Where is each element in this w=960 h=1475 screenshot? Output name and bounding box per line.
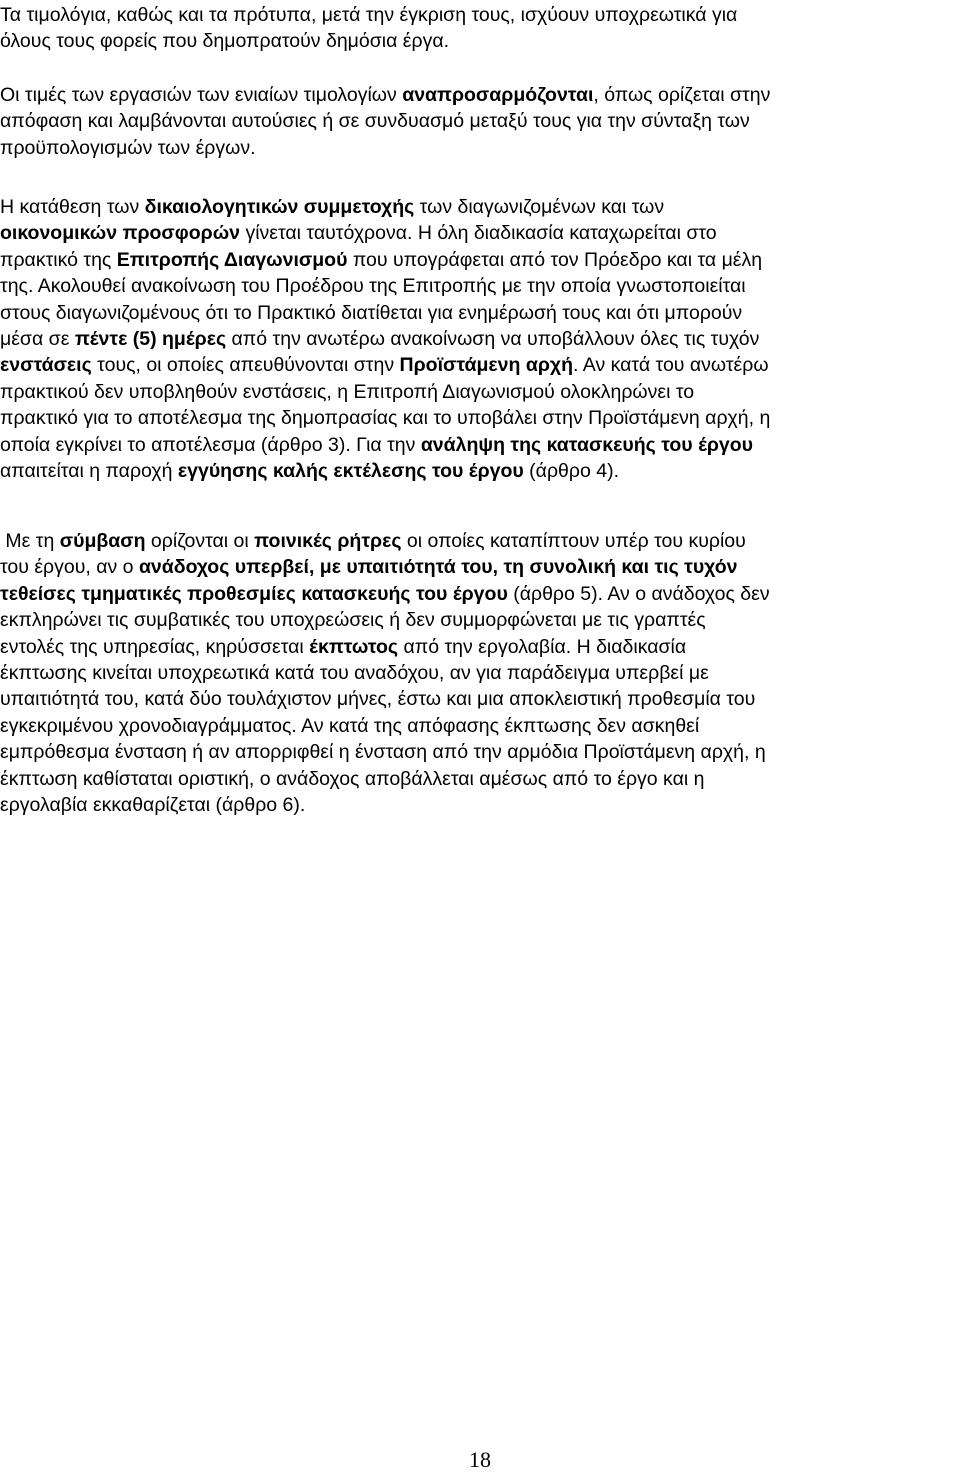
text-line	[0, 273, 960, 299]
text-run: απαιτείται η παροχή	[0, 459, 178, 482]
text-line	[0, 405, 960, 431]
bold-text-run: ανάληψη της κατασκευής του έργου	[420, 433, 754, 456]
text-run: Τα τιμολόγια, καθώς και τα πρότυπα, μετά την έγκριση τους, ισχύουν υποχρεωτικά για	[0, 4, 738, 26]
text-line	[0, 352, 960, 378]
text-line	[0, 607, 960, 633]
paragraph-4	[0, 528, 960, 818]
text-run: εργολαβία εκκαθαρίζεται (άρθρο 6).	[0, 793, 306, 816]
bold-text-run: ενστάσεις	[0, 354, 92, 377]
text-line	[0, 766, 960, 792]
text-line	[0, 247, 960, 273]
text-run: Η κατάθεση των	[0, 196, 145, 218]
text-run: του έργου, αν ο	[0, 556, 139, 579]
text-run: των διαγωνιζομένων και των	[414, 196, 665, 218]
text-line	[0, 220, 960, 246]
text-line	[0, 458, 960, 484]
paragraph-3	[0, 194, 960, 484]
bold-text-run: δικαιολογητικών συμμετοχής	[144, 196, 415, 218]
text-run: πρακτικού δεν υποβληθούν ενστάσεις, η Επιτροπή Διαγωνισμού ολοκληρώνει το	[0, 380, 695, 403]
text-run: εγκεκριμένου χρονοδιαγράμματος. Αν κατά της απόφασης έκπτωσης δεν ασκηθεί	[0, 714, 700, 737]
bold-text-run: πέντε (5) ημέρες	[74, 327, 227, 350]
bold-text-run: ποινικές ρήτρες	[254, 530, 402, 552]
text-line	[0, 713, 960, 739]
text-line	[0, 326, 960, 352]
bold-text-run: Προϊστάμενη αρχή	[399, 354, 574, 377]
bold-text-run: έκπτωτος	[309, 635, 399, 658]
bold-text-run: σύμβαση	[59, 530, 146, 552]
bold-text-run: οικονομικών προσφορών	[0, 222, 241, 245]
text-line	[0, 300, 960, 326]
text-run: της. Ακολουθεί ανακοίνωση του Προέδρου της Επιτροπής με την οποία γνωστοποιείται	[0, 275, 746, 298]
text-line	[0, 432, 960, 458]
text-run: οι οποίες καταπίπτουν υπέρ του κυρίου	[401, 530, 746, 552]
text-run: πρακτικό της	[0, 248, 117, 271]
text-run: Οι τιμές των εργασιών των ενιαίων τιμολογίων	[0, 84, 403, 106]
text-run: στους διαγωνιζομένους ότι το Πρακτικό διατίθεται για ενημέρωσή τους και ότι μπορούν	[0, 301, 743, 324]
text-run: . Αν κατά του ανωτέρω	[573, 354, 769, 377]
text-run: υπαιτιότητά του, κατά δύο τουλάχιστον μήνες, έστω και μια αποκλειστική προθεσμία του	[0, 688, 756, 711]
text-run: από την εργολαβία. Η διαδικασία	[398, 635, 687, 658]
text-run: (άρθρο 5). Αν ο ανάδοχος δεν	[507, 582, 770, 605]
text-line	[0, 135, 960, 161]
text-run: εντολές της υπηρεσίας, κηρύσσεται	[0, 635, 310, 658]
paragraph-1	[0, 2, 960, 55]
text-line	[0, 634, 960, 660]
bold-text-run: ανάδοχος υπερβεί, με υπαιτιότητά του, τη συνολική και τις τυχόν	[138, 556, 738, 579]
page-number: 18	[469, 1447, 491, 1472]
text-line	[0, 554, 960, 580]
text-line	[0, 581, 960, 607]
text-run: εκπληρώνει τις συμβατικές του υποχρεώσεις ή δεν συμμορφώνεται με τις γραπτές	[0, 609, 706, 632]
text-run: έκπτωσης κινείται υποχρεωτικά κατά του αναδόχου, αν για παράδειγμα υπερβεί με	[0, 661, 709, 684]
text-line	[0, 108, 960, 134]
text-run: Με τη	[0, 530, 60, 552]
text-line	[0, 82, 960, 108]
paragraph-2	[0, 82, 960, 161]
text-run: τους, οι οποίες απευθύνονται στην	[91, 354, 400, 377]
text-line	[0, 194, 960, 220]
text-run: ορίζονται οι	[145, 530, 255, 552]
text-run: έκπτωση καθίσταται οριστική, ο ανάδοχος αποβάλλεται αμέσως από το έργο και η	[0, 767, 705, 790]
text-run: όλους τους φορείς που δημοπρατούν δημόσια έργα.	[0, 30, 450, 53]
text-run: πρακτικό για το αποτέλεσμα της δημοπρασίας και το υποβάλει στην Προϊστάμενη αρχή, η	[0, 407, 771, 430]
text-run: από την ανωτέρω ανακοίνωση να υποβάλλουν όλες τις τυχόν	[226, 327, 760, 350]
text-line	[0, 28, 960, 54]
text-line	[0, 660, 960, 686]
text-run: , όπως ορίζεται στην	[593, 84, 771, 106]
text-run: (άρθρο 4).	[523, 459, 619, 482]
bold-text-run: αναπροσαρμόζονται	[402, 84, 594, 106]
text-run: που υπογράφεται από τον Πρόεδρο και τα μέλη	[347, 248, 763, 271]
text-line	[0, 739, 960, 765]
text-line	[0, 528, 960, 554]
text-line	[0, 2, 960, 28]
text-run: γίνεται ταυτόχρονα. Η όλη διαδικασία καταχωρείται στο	[240, 222, 717, 245]
bold-text-run: Επιτροπής Διαγωνισμού	[116, 248, 348, 271]
text-run: προϋπολογισμών των έργων.	[0, 136, 256, 159]
text-line	[0, 686, 960, 712]
text-line	[0, 792, 960, 818]
text-run: απόφαση και λαμβάνονται αυτούσιες ή σε συνδυασμό μεταξύ τους για την σύνταξη των	[0, 110, 750, 133]
bold-text-run: τεθείσες τμηματικές προθεσμίες κατασκευής του έργου	[0, 582, 508, 605]
text-run: μέσα σε	[0, 327, 75, 350]
bold-text-run: εγγύησης καλής εκτέλεσης του έργου	[177, 459, 524, 482]
text-line	[0, 379, 960, 405]
text-run: εμπρόθεσμα ένσταση ή αν απορριφθεί η ένσταση από την αρμόδια Προϊστάμενη αρχή, η	[0, 741, 766, 764]
text-run: οποία εγκρίνει το αποτέλεσμα (άρθρο 3). Για την	[0, 433, 421, 456]
